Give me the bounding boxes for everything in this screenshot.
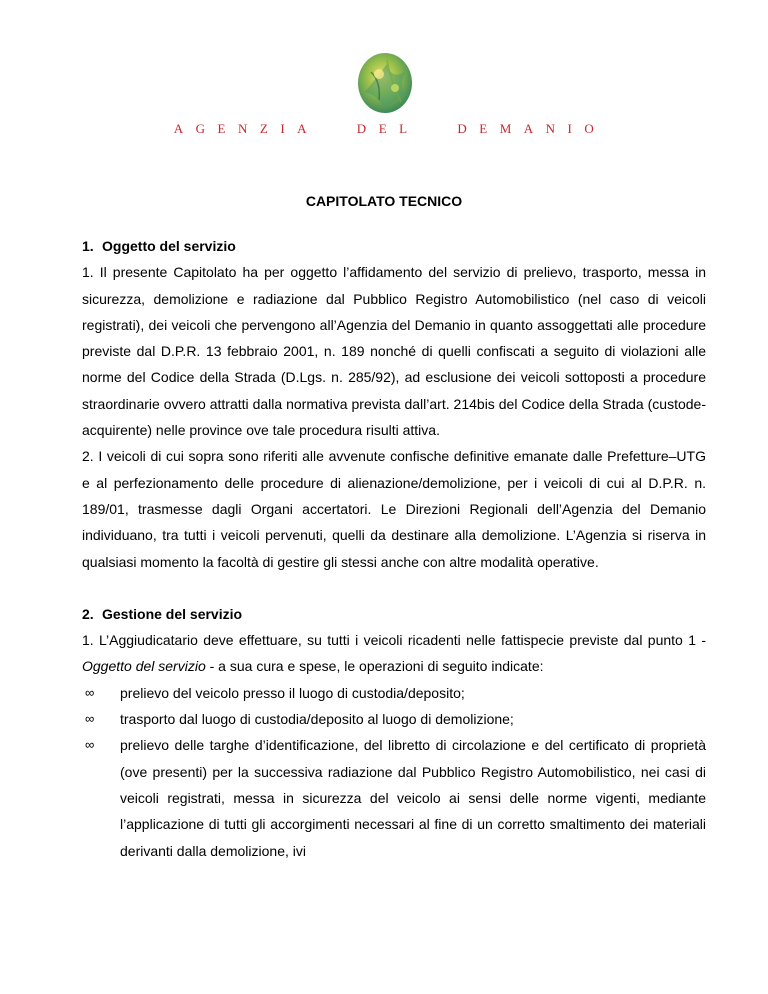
infinity-bullet-icon: ∞ [85, 684, 95, 700]
section-2-intro: 1. L’Aggiudicatario deve effettuare, su tutti i veicoli ricadenti nelle fattispecie previste dal punto 1 - Oggetto del servizio - a sua cura e spese, le operazioni di seguito indicate: [82, 632, 706, 675]
section-heading-2: 2. Gestione del servizio [82, 605, 243, 622]
operations-list [82, 680, 706, 864]
list-item: ∞ trasporto dal luogo di custodia/deposito al luogo di demolizione; [82, 706, 706, 732]
brand-word-3: D E M A N I O [457, 121, 595, 136]
section-1-paragraph-2: 2. I veicoli di cui sopra sono riferiti alle avvenute confische definitive emanate dalle Prefetture–UTG e al perfezionamento delle procedure di alienazione/demolizione, per i veicoli di cui al D.P.R. n. 189/01, trasmesse dagli Organi accertatori. Le Direzioni Regionali dell’Agenzia del Demanio individuano, tra tutti i veicoli pervenuti, quelli da destinare alla demolizione. L’Agenzia si riserva in qualsiasi momento la facoltà di gestire gli stessi anche con altre modalità operative. [82, 448, 706, 570]
leaf-globe-logo-icon [357, 52, 413, 114]
infinity-bullet-icon: ∞ [85, 711, 95, 727]
section-1-paragraph-1: 1. Il presente Capitolato ha per oggetto l’affidamento del servizio di prelievo, trasporto, messa in sicurezza, demolizione e radiazione dal Pubblico Registro Automobilistico (nel caso di veicoli registrati), dei veicoli che pervengono all’Agenzia del Demanio in quanto assoggettati alle procedure previste dal D.P.R. 13 febbraio 2001, n. 189 nonché di quelli confiscati a seguito di violazioni alle norme del Codice della Strada (D.Lgs. n. 285/92), ad esclusione dei veicoli sottoposti a procedure straordinarie ovvero attratti dalla normativa prevista dall’art. 214bis del Codice della Strada (custode-acquirente) nelle province ove tale procedura risulti attiva. [82, 264, 706, 439]
brand-word-1: A G E N Z I A [173, 121, 308, 136]
section-heading-1: 1. Oggetto del servizio [82, 238, 236, 254]
brand-word-2: D E L [356, 121, 408, 136]
infinity-bullet-icon: ∞ [85, 737, 95, 753]
list-item: ∞ prelievo del veicolo presso il luogo di custodia/deposito; [82, 680, 706, 706]
document-title: CAPITOLATO TECNICO [305, 193, 463, 209]
agency-name [0, 121, 768, 137]
list-item: ∞ prelievo delle targhe d’identificazione, del libretto di circolazione e del certificato di proprietà (ove presenti) per la successiva radiazione dal Pubblico Registro Automobilistico, nei casi di veicoli registrati, messa in sicurezza del veicolo ai sensi delle norme vigenti, mediante l’applicazione di tutti gli accorgimenti necessari al fine di un corretto smaltimento dei materiali derivanti dalla demolizione, ivi [82, 732, 706, 863]
document-body [82, 233, 706, 864]
